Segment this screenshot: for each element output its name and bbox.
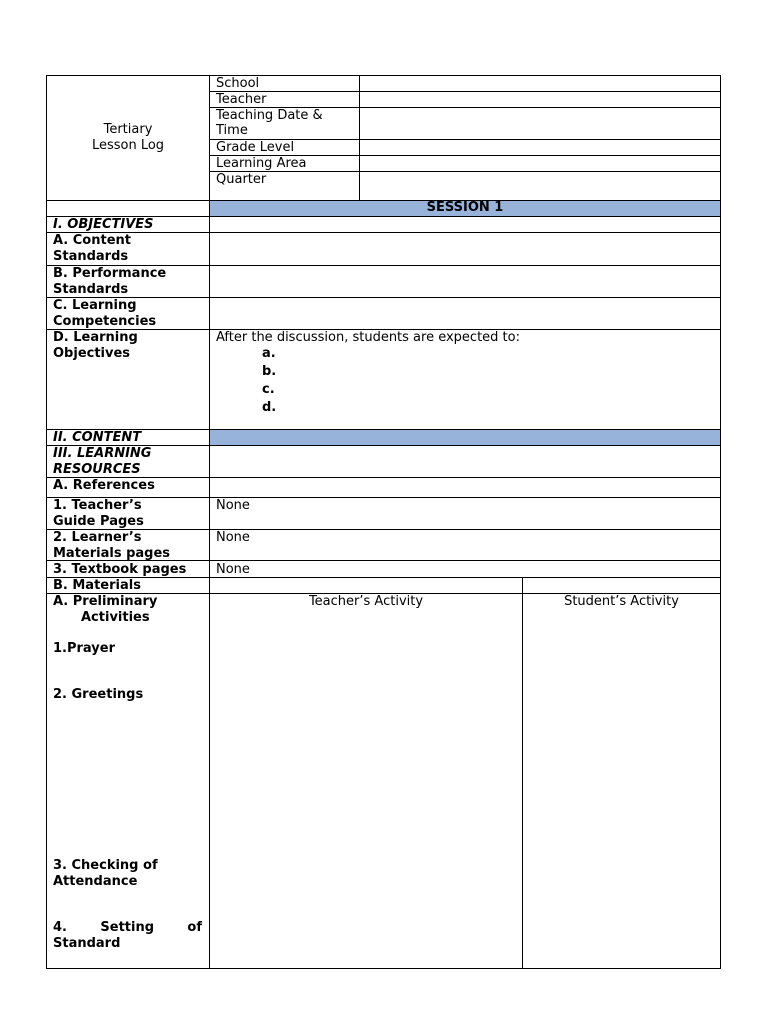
- learners-materials-value: None: [216, 530, 250, 545]
- objectives-heading: I. OBJECTIVES: [53, 217, 154, 232]
- teachers-guide-label: 1. Teacher’s Guide Pages: [53, 498, 144, 529]
- teachers-guide-value: None: [216, 498, 250, 513]
- objective-item-d: d.: [262, 400, 277, 415]
- references-label: A. References: [53, 478, 155, 493]
- field-quarter: Quarter: [216, 172, 267, 187]
- content-header-bar: [210, 430, 720, 445]
- learning-competencies-label: C. Learning Competencies: [53, 298, 157, 329]
- field-teacher: Teacher: [216, 92, 267, 107]
- field-time: Time: [216, 123, 248, 138]
- field-learning-area: Learning Area: [216, 156, 307, 171]
- field-school: School: [216, 76, 260, 91]
- learning-resources-heading: III. LEARNING RESOURCES: [53, 446, 152, 477]
- field-grade-level: Grade Level: [216, 140, 295, 155]
- lesson-log-title: Tertiary Lesson Log: [91, 122, 165, 153]
- session-label: SESSION 1: [426, 200, 504, 215]
- content-heading: II. CONTENT: [53, 430, 142, 445]
- learning-objectives-intro: After the discussion, students are expected to:: [216, 330, 520, 345]
- field-teaching-date: Teaching Date &: [216, 108, 323, 123]
- prayer-label: 1.Prayer: [53, 641, 115, 656]
- attendance-label: 3. Checking of Attendance: [53, 858, 158, 889]
- content-standards-label: A. Content Standards: [53, 233, 131, 264]
- teacher-activity-header: Teacher’s Activity: [308, 594, 424, 609]
- student-activity-header: Student’s Activity: [564, 594, 679, 609]
- learners-materials-label: 2. Learner’s Materials pages: [53, 530, 171, 561]
- performance-standards-label: B. Performance Standards: [53, 266, 167, 297]
- objective-item-a: a.: [262, 346, 276, 361]
- textbook-pages-label: 3. Textbook pages: [53, 562, 187, 577]
- setting-standard-label: 4. Setting of Standard: [53, 920, 202, 951]
- learning-objectives-label: D. Learning Objectives: [53, 330, 138, 361]
- preliminary-activities-label: A. Preliminary Activities: [53, 594, 158, 625]
- textbook-pages-value: None: [216, 562, 250, 577]
- objective-item-b: b.: [262, 364, 277, 379]
- greetings-label: 2. Greetings: [53, 687, 144, 702]
- materials-label: B. Materials: [53, 578, 141, 593]
- objective-item-c: c.: [262, 382, 275, 397]
